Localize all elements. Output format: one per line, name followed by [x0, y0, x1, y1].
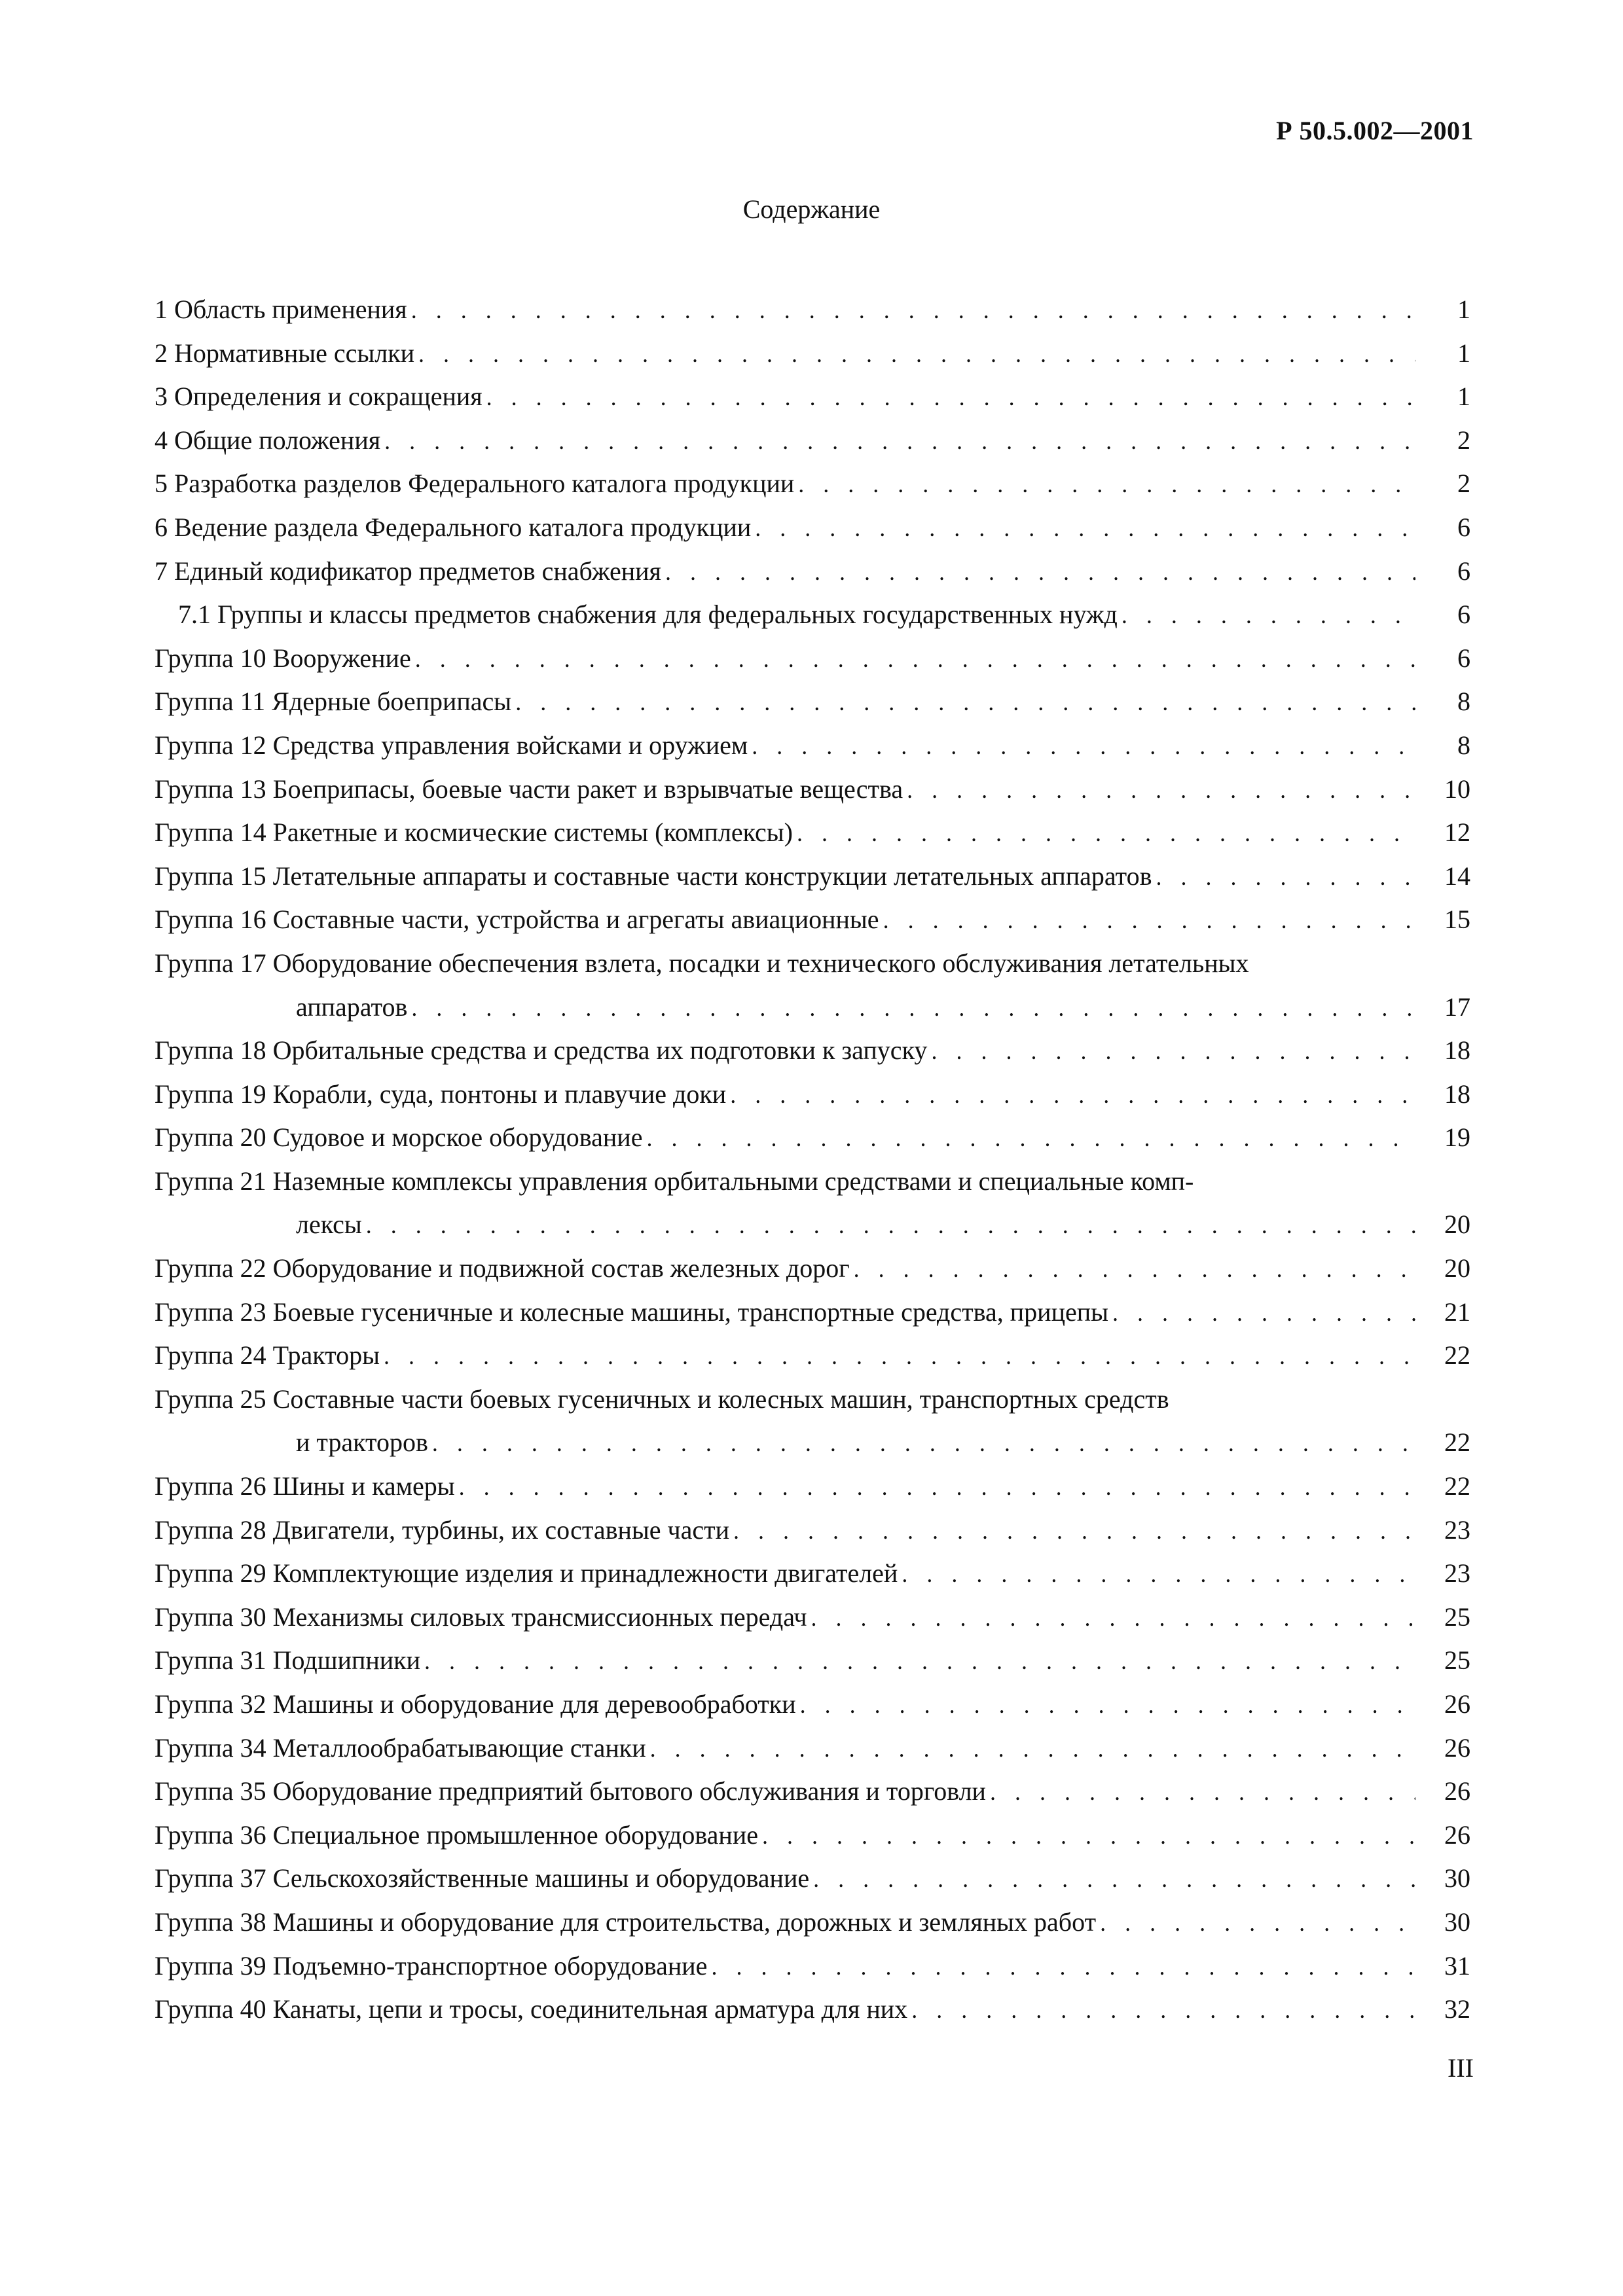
toc-entry-label: Группа 16 Составные части, устройства и агрегаты авиационные — [155, 905, 879, 935]
toc-entry-page: 20 — [1444, 1253, 1470, 1283]
toc-entry-label: Группа 34 Металлообрабатывающие станки — [155, 1732, 646, 1763]
toc-entry — [155, 724, 1470, 768]
toc-entry-label: Группа 23 Боевые гусеничные и колесные машины, транспортные средства, прицепы — [155, 1297, 1109, 1327]
toc-entry-page: 31 — [1444, 1950, 1470, 1981]
toc-entry-label: Группа 11 Ядерные боеприпасы — [155, 687, 512, 717]
dot-leader — [432, 1422, 1415, 1465]
toc-entry-label: Группа 32 Машины и оборудование для деревообработки — [155, 1689, 796, 1719]
toc-entry — [155, 1857, 1470, 1901]
toc-entry-label: Группа 26 Шины и камеры — [155, 1471, 455, 1501]
dot-leader — [755, 507, 1415, 550]
toc-entry-page: 23 — [1444, 1558, 1470, 1588]
dot-leader — [418, 332, 1415, 376]
toc-entry — [155, 1901, 1470, 1945]
toc-entry-page: 26 — [1444, 1689, 1470, 1719]
toc-entry — [155, 898, 1470, 942]
toc-entry-page: 18 — [1444, 1079, 1470, 1109]
dot-leader — [646, 1117, 1415, 1160]
toc-entry — [155, 1988, 1470, 2032]
toc-entry-page: 15 — [1444, 905, 1470, 935]
toc-entry-page: 2 — [1457, 469, 1470, 499]
toc-entry-label: 6 Ведение раздела Федерального каталога продукции — [155, 512, 752, 542]
toc-entry-page: 2 — [1457, 425, 1470, 455]
toc-entry-page: 1 — [1457, 338, 1470, 368]
toc-entry-page: 20 — [1444, 1210, 1470, 1240]
toc-entry — [155, 288, 1470, 332]
toc-entry-page: 30 — [1444, 1907, 1470, 1937]
toc-entry-page: 26 — [1444, 1820, 1470, 1850]
toc-entry-label: Группа 35 Оборудование предприятий бытового обслуживания и торговли — [155, 1776, 986, 1806]
toc-entry — [155, 1945, 1470, 1988]
toc-entry-page: 23 — [1444, 1515, 1470, 1545]
toc-entry — [155, 1552, 1470, 1596]
toc-entry — [155, 855, 1470, 899]
toc-entry-page: 19 — [1444, 1122, 1470, 1153]
dot-leader — [415, 637, 1415, 681]
toc-entry-label: Группа 15 Летательные аппараты и составные части конструкции летательных аппаратов — [155, 861, 1152, 891]
toc-entry-label-continuation: лексы — [296, 1210, 362, 1240]
toc-entry-page: 1 — [1457, 295, 1470, 324]
toc-entry-page: 25 — [1444, 1645, 1470, 1676]
toc-entry — [155, 680, 1470, 724]
toc-entry — [155, 1509, 1470, 1552]
toc-entry — [155, 768, 1470, 812]
toc-entry-label: 7.1 Группы и классы предметов снабжения для федеральных государственных нужд — [178, 600, 1118, 630]
toc-entry-label: Группа 20 Судовое и морское оборудование — [155, 1122, 643, 1153]
toc-entry-page: 10 — [1444, 774, 1470, 804]
dot-leader — [384, 420, 1415, 463]
toc-entry-label: Группа 29 Комплектующие изделия и принадлежности двигателей — [155, 1558, 898, 1588]
toc-title: Содержание — [742, 194, 881, 224]
dot-leader — [907, 768, 1415, 812]
toc-entry-label: Группа 22 Оборудование и подвижной состав железных дорог — [155, 1253, 850, 1283]
dot-leader — [411, 986, 1415, 1030]
toc-entry — [155, 1334, 1470, 1378]
toc-entry — [155, 550, 1470, 594]
toc-entry-label: 5 Разработка разделов Федерального каталога продукции — [155, 469, 795, 499]
toc-entry-label: Группа 24 Тракторы — [155, 1340, 380, 1371]
dot-leader — [752, 725, 1415, 768]
toc-entry — [155, 1029, 1470, 1073]
toc-entry-page: 25 — [1444, 1602, 1470, 1632]
toc-entry — [155, 375, 1470, 419]
toc-entry-page: 6 — [1457, 556, 1470, 586]
toc-entry — [155, 1378, 1470, 1465]
dot-leader — [730, 1073, 1415, 1117]
toc-entry — [155, 1770, 1470, 1814]
toc-entry — [155, 1596, 1470, 1640]
dot-leader — [1122, 594, 1415, 637]
toc-entry-label: 2 Нормативные ссылки — [155, 338, 415, 368]
toc-entry-label: Группа 12 Средства управления войсками и оружием — [155, 730, 748, 760]
dot-leader — [486, 376, 1415, 420]
toc-entry — [155, 332, 1470, 376]
toc-entry — [155, 1247, 1470, 1291]
dot-leader — [1156, 855, 1415, 899]
toc-entry-page: 22 — [1444, 1340, 1470, 1371]
toc-entry-label: Группа 30 Механизмы силовых трансмиссионных передач — [155, 1602, 807, 1632]
dot-leader — [515, 681, 1415, 725]
dot-leader — [1100, 1901, 1415, 1945]
dot-leader — [800, 1683, 1415, 1727]
toc-entry-page: 21 — [1444, 1297, 1470, 1327]
toc-entry — [155, 1727, 1470, 1770]
page-number: III — [1448, 2053, 1474, 2083]
toc-entry-page: 14 — [1444, 861, 1470, 891]
dot-leader — [459, 1465, 1415, 1509]
dot-leader — [797, 812, 1415, 855]
dot-leader — [931, 1030, 1415, 1073]
dot-leader — [711, 1945, 1415, 1989]
toc-entry-page: 26 — [1444, 1776, 1470, 1806]
toc-entry-page: 6 — [1457, 512, 1470, 542]
toc-entry — [155, 811, 1470, 855]
toc-entry-label: Группа 17 Оборудование обеспечения взлета, посадки и технического обслуживания летательных — [155, 948, 1249, 978]
toc-entry-label: 1 Область применения — [155, 295, 407, 324]
toc-entry — [155, 1073, 1470, 1117]
toc-entry-page: 22 — [1444, 1427, 1470, 1458]
toc-entry-label: 4 Общие положения — [155, 425, 381, 455]
dot-leader — [650, 1727, 1415, 1771]
toc-entry-label: 3 Определения и сокращения — [155, 382, 483, 412]
dot-leader — [366, 1204, 1415, 1247]
toc-entry — [155, 506, 1470, 550]
toc-entry-page: 6 — [1457, 643, 1470, 673]
dot-leader — [1112, 1291, 1415, 1335]
toc-entry-label-continuation: аппаратов — [296, 992, 408, 1022]
toc-entry — [155, 1291, 1470, 1335]
toc-entry-page: 22 — [1444, 1471, 1470, 1501]
dot-leader — [411, 289, 1415, 332]
dot-leader — [883, 899, 1415, 942]
toc-entry — [155, 462, 1470, 506]
toc-entry-label: Группа 31 Подшипники — [155, 1645, 420, 1676]
toc-entry-label: Группа 19 Корабли, суда, понтоны и плавучие доки — [155, 1079, 727, 1109]
dot-leader — [990, 1770, 1415, 1814]
toc-entry-label: Группа 18 Орбитальные средства и средства их подготовки к запуску — [155, 1035, 928, 1066]
toc-entry-page: 8 — [1457, 687, 1470, 717]
toc-entry-page: 32 — [1444, 1994, 1470, 2024]
toc-entry-label: Группа 36 Специальное промышленное оборудование — [155, 1820, 758, 1850]
dot-leader — [854, 1247, 1415, 1291]
toc-entry — [155, 1683, 1470, 1727]
dot-leader — [911, 1988, 1415, 2032]
toc-entry-label: 7 Единый кодификатор предметов снабжения — [155, 556, 661, 586]
toc-entry — [155, 637, 1470, 681]
toc-entry — [155, 1160, 1470, 1247]
toc-entry-label: Группа 28 Двигатели, турбины, их составные части — [155, 1515, 730, 1545]
toc-entry-page: 1 — [1457, 382, 1470, 412]
toc-entry-label: Группа 40 Канаты, цепи и тросы, соединительная арматура для них — [155, 1994, 908, 2024]
toc-entry — [155, 1116, 1470, 1160]
toc-entry-label: Группа 14 Ракетные и космические системы (комплексы) — [155, 817, 793, 848]
toc-entry-label: Группа 21 Наземные комплексы управления орбитальными средствами и специальные комп- — [155, 1166, 1194, 1196]
toc-entry — [155, 1814, 1470, 1857]
dot-leader — [384, 1335, 1415, 1378]
dot-leader — [665, 550, 1415, 594]
toc-entry — [155, 1465, 1470, 1509]
toc-entry-label: Группа 25 Составные части боевых гусеничных и колесных машин, транспортных средств — [155, 1384, 1169, 1414]
toc-entry-label: Группа 39 Подъемно-транспортное оборудование — [155, 1950, 708, 1981]
dot-leader — [902, 1552, 1415, 1596]
toc-entry-page: 6 — [1457, 600, 1470, 630]
toc-entry-label: Группа 13 Боеприпасы, боевые части ракет и взрывчатые вещества — [155, 774, 903, 804]
table-of-contents — [155, 288, 1470, 2032]
toc-entry-label: Группа 37 Сельскохозяйственные машины и оборудование — [155, 1863, 810, 1893]
document-code: Р 50.5.002—2001 — [1276, 116, 1474, 145]
dot-leader — [762, 1814, 1415, 1858]
dot-leader — [811, 1596, 1415, 1640]
toc-entry-label: Группа 10 Вооружение — [155, 643, 411, 673]
toc-entry — [155, 419, 1470, 463]
toc-entry-page: 17 — [1444, 992, 1470, 1022]
toc-entry-label-continuation: и тракторов — [296, 1427, 428, 1458]
dot-leader — [798, 463, 1415, 507]
toc-entry — [155, 942, 1470, 1029]
toc-entry — [155, 593, 1470, 637]
toc-entry-page: 12 — [1444, 817, 1470, 848]
toc-entry-page: 30 — [1444, 1863, 1470, 1893]
dot-leader — [733, 1509, 1415, 1553]
toc-entry-page: 26 — [1444, 1732, 1470, 1763]
toc-entry-page: 8 — [1457, 730, 1470, 760]
dot-leader — [813, 1857, 1415, 1901]
toc-entry — [155, 1639, 1470, 1683]
dot-leader — [424, 1640, 1415, 1683]
toc-entry-page: 18 — [1444, 1035, 1470, 1066]
toc-entry-label: Группа 38 Машины и оборудование для строительства, дорожных и земляных работ — [155, 1907, 1097, 1937]
